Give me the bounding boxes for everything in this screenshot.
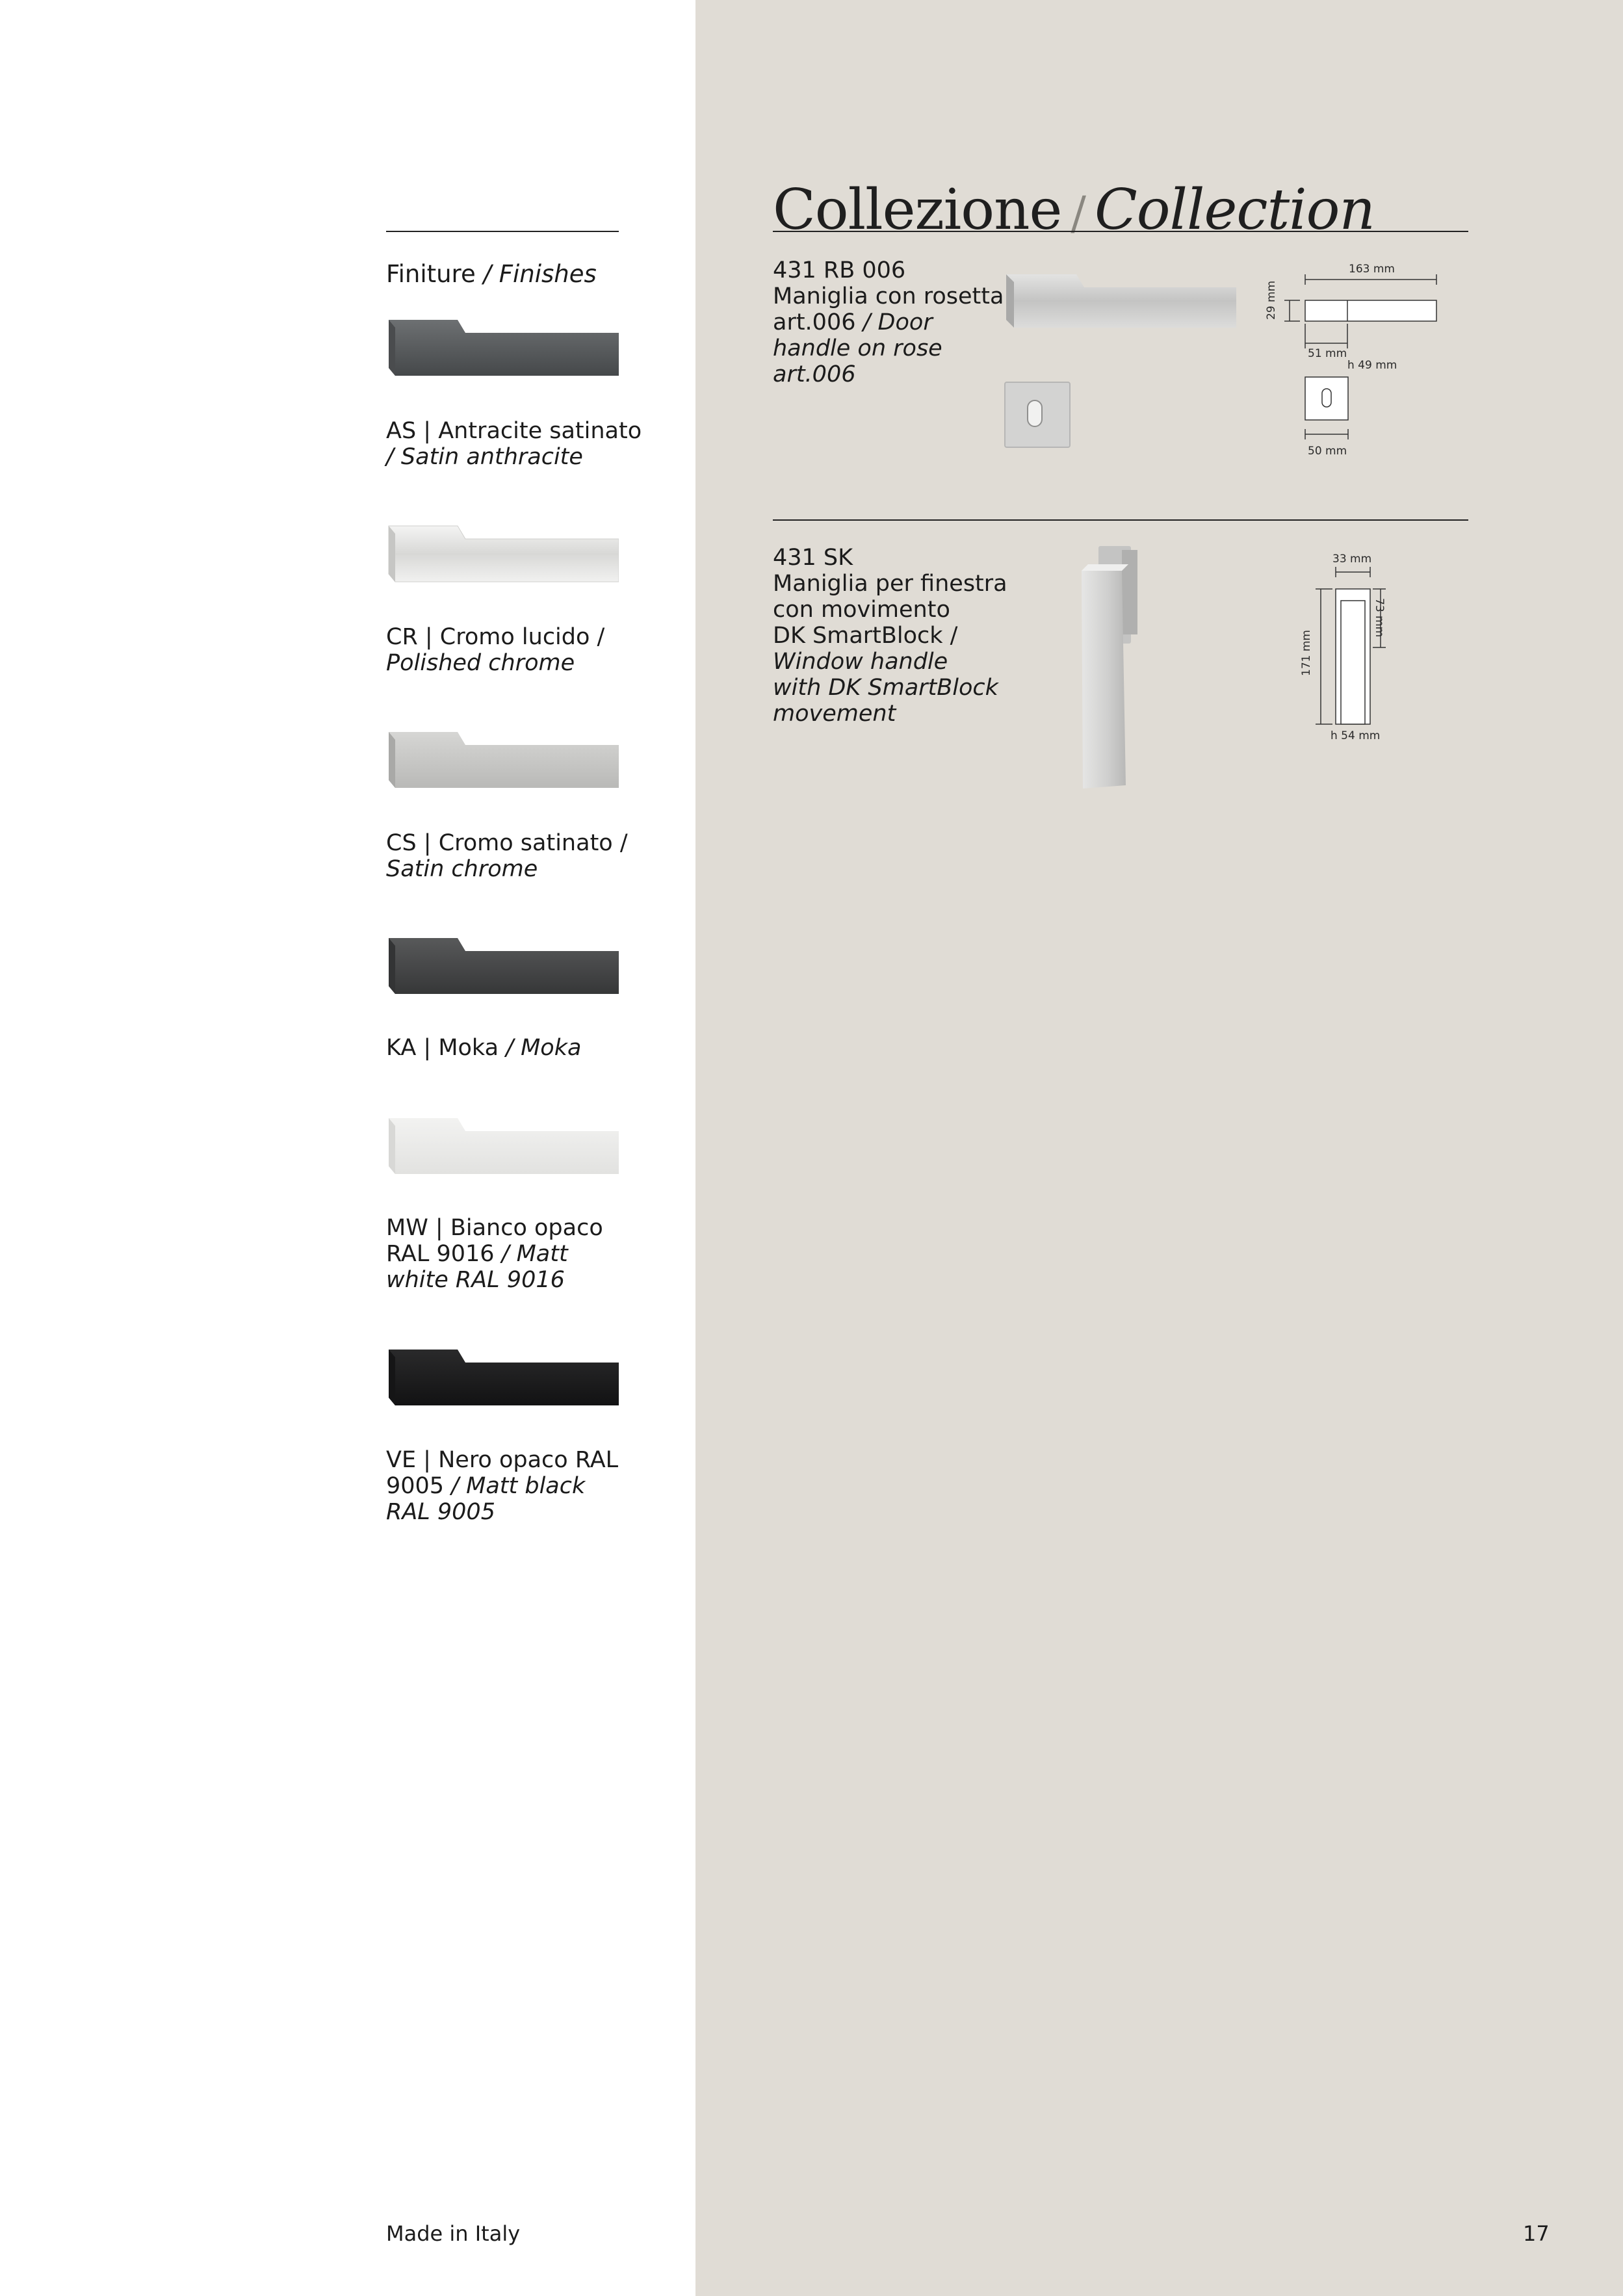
dim-rose-50: 50 mm: [1308, 445, 1347, 458]
product-1-line1: Maniglia con rosetta: [773, 283, 1004, 309]
product-2-line2: con movimento: [773, 597, 950, 623]
finish-cr-it: CR | Cromo lucido /: [386, 624, 605, 650]
product-separator-rule: [773, 519, 1468, 521]
dim-length-163: 163 mm: [1349, 263, 1395, 276]
dim-height-29: 29 mm: [1265, 280, 1278, 320]
page-title: [773, 177, 1375, 246]
finishes-heading-en: / Finishes: [483, 260, 597, 288]
dim-length-171: 171 mm: [1300, 630, 1313, 676]
finish-ka-en: / Moka: [506, 1035, 582, 1061]
finish-swatch-mw: [386, 1117, 619, 1175]
product-2-code: 431 SK: [773, 545, 853, 571]
finishes-top-rule: [386, 231, 619, 232]
finish-mw-line1: MW | Bianco opaco: [386, 1215, 603, 1241]
finish-ve-line2: [386, 1473, 618, 1499]
product-1-line4: art.006: [773, 361, 856, 387]
product-1-description: [773, 257, 1004, 387]
product-2-line5: with DK SmartBlock: [773, 675, 998, 701]
finish-mw-line2-it: RAL 9016: [386, 1241, 495, 1267]
product-2-handle-photo: [1076, 545, 1148, 790]
dim-width-33: 33 mm: [1332, 553, 1372, 566]
finish-label-as: [386, 418, 642, 470]
finish-cs-en: Satin chrome: [386, 856, 538, 882]
finish-swatch-ka: [386, 937, 619, 995]
product-1-rose-photo: [1004, 381, 1072, 450]
product-2-dimension-drawing: [1300, 553, 1410, 748]
finish-label-cs: [386, 830, 628, 882]
product-1-line2-it: art.006: [773, 309, 856, 335]
product-1-line3: handle on rose: [773, 335, 942, 361]
title-separator: /: [1071, 187, 1085, 240]
dim-offset-51: 51 mm: [1308, 347, 1347, 360]
finish-ve-line3: RAL 9005: [386, 1499, 495, 1525]
finish-cs-it: CS | Cromo satinato /: [386, 830, 628, 856]
finish-swatch-as: [386, 319, 619, 377]
finish-as-en: / Satin anthracite: [386, 444, 583, 470]
finish-swatch-cr: [386, 525, 619, 583]
title-it: Collezione: [773, 177, 1062, 242]
page-number: 17: [1523, 2221, 1550, 2246]
product-1-handle-photo: [1004, 272, 1239, 330]
dim-depth-49: h 49 mm: [1347, 359, 1397, 372]
footer-made-in-italy: Made in Italy: [386, 2221, 521, 2246]
finishes-heading: [386, 260, 597, 289]
finish-mw-line2-en: / Matt: [501, 1241, 568, 1267]
finishes-heading-it: Finiture: [386, 260, 476, 288]
product-2-line1: Maniglia per finestra: [773, 571, 1007, 597]
finish-swatch-ve: [386, 1348, 619, 1407]
finish-ve-line1: VE | Nero opaco RAL: [386, 1447, 619, 1473]
product-2-line6: movement: [773, 701, 896, 727]
product-1-code: 431 RB 006: [773, 257, 906, 283]
collection-top-rule: [773, 231, 1468, 232]
finish-ve-line2-en: / Matt black: [451, 1473, 586, 1499]
finish-label-ve: [386, 1447, 618, 1525]
finish-ve-line2-it: 9005: [386, 1473, 445, 1499]
finish-label-ka: [386, 1035, 581, 1061]
finish-mw-line3: white RAL 9016: [386, 1267, 565, 1293]
dim-depth-54: h 54 mm: [1331, 729, 1381, 742]
dim-base-73: 73 mm: [1373, 598, 1386, 638]
product-2-description: [773, 545, 1007, 727]
finish-ka-it: KA | Moka: [386, 1035, 499, 1061]
finish-mw-line2: [386, 1241, 603, 1267]
finish-as-it: AS | Antracite satinato: [386, 418, 642, 444]
finish-label-mw: [386, 1215, 603, 1293]
product-2-line3: DK SmartBlock /: [773, 623, 958, 649]
title-en: Collection: [1094, 177, 1375, 242]
finish-cr-en: Polished chrome: [386, 650, 575, 676]
product-1-line2-en: / Door: [863, 309, 933, 335]
finish-swatch-cs: [386, 731, 619, 789]
finish-label-cr: [386, 624, 604, 676]
product-2-line4: Window handle: [773, 649, 948, 675]
